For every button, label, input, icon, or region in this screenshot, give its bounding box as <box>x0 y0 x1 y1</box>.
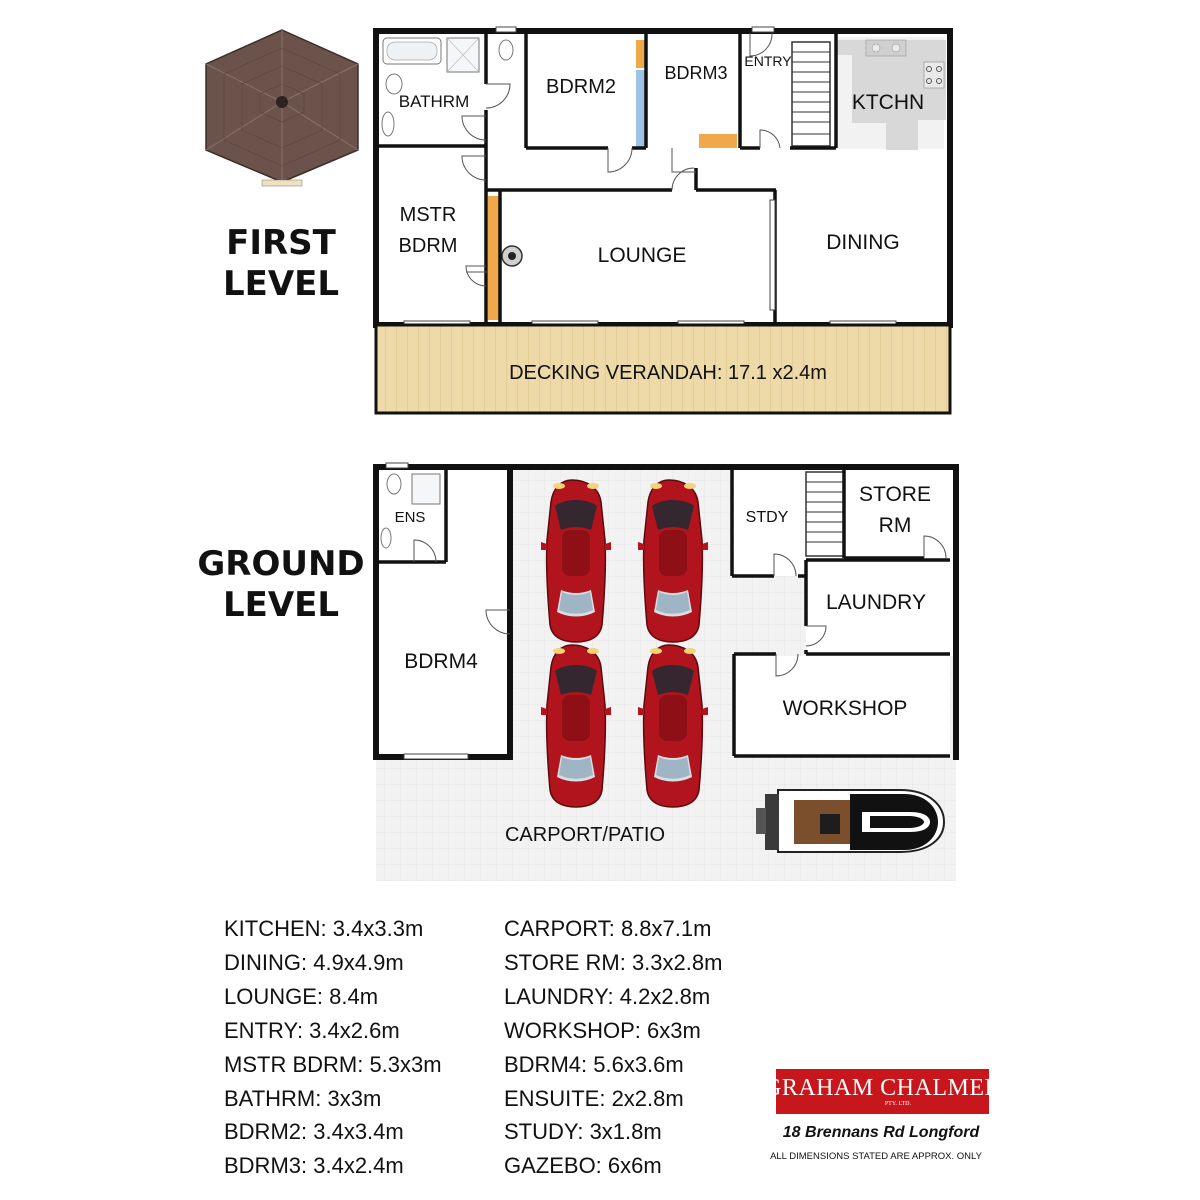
room-label-bdrm2: BDRM2 <box>545 76 617 98</box>
room-label-mstr-line1: MSTR <box>399 204 457 226</box>
room-label-mstr-line2: BDRM <box>398 235 458 257</box>
dimension-item: DINING: 4.9x4.9m <box>224 949 404 975</box>
room-label-kitchen: KTCHN <box>851 91 925 114</box>
dimension-item: STORE RM: 3.3x2.8m <box>504 949 723 975</box>
dimensions-list-left <box>224 912 442 1183</box>
car-bottom-right <box>638 645 708 807</box>
room-label-store-line1: STORE <box>859 483 931 506</box>
room-label-workshop: WORKSHOP <box>782 697 908 720</box>
boat <box>756 790 944 852</box>
ground-level-plan <box>376 463 956 881</box>
room-label-laundry: LAUNDRY <box>826 591 926 614</box>
room-label-stdy: STDY <box>745 509 789 526</box>
car-bottom-left <box>541 645 611 807</box>
room-label-ens: ENS <box>394 509 426 526</box>
dimension-item: KITCHEN: 3.4x3.3m <box>224 916 424 941</box>
room-label-verandah: DECKING VERANDAH: 17.1 x2.4m <box>509 362 827 384</box>
dimension-item: BDRM4: 5.6x3.6m <box>504 1051 684 1077</box>
dimension-item: LAUNDRY: 4.2x2.8m <box>504 983 711 1009</box>
car-top-right <box>638 480 708 642</box>
dimension-item: BDRM3: 3.4x2.4m <box>224 1153 404 1179</box>
ground-level-label-line2: LEVEL <box>222 585 340 625</box>
wardrobe <box>488 196 500 320</box>
room-label-dining: DINING <box>826 231 900 254</box>
room-label-entry: ENTRY <box>744 53 792 69</box>
dimension-item: GAZEBO: 6x6m <box>504 1153 662 1179</box>
dimension-item: LOUNGE: 8.4m <box>224 983 379 1009</box>
agency-suffix: PTY. LTD. <box>884 1101 911 1107</box>
stairs <box>792 42 830 146</box>
first-level-label-line1: FIRST <box>226 223 336 263</box>
dimension-item: ENSUITE: 2x2.8m <box>504 1085 684 1111</box>
dimensions-list-right <box>504 912 722 1183</box>
dimension-item: WORKSHOP: 6x3m <box>504 1017 701 1043</box>
agency-logo <box>764 1069 1002 1114</box>
room-label-bathrm: BATHRM <box>398 92 470 111</box>
first-level-label-line2: LEVEL <box>222 264 340 304</box>
ground-level-label-line1: GROUND <box>197 544 365 584</box>
closet <box>699 134 737 148</box>
dimension-item: CARPORT: 8.8x7.1m <box>504 916 712 941</box>
room-label-bdrm4: BDRM4 <box>404 650 478 673</box>
car-top-left <box>541 480 611 642</box>
gazebo <box>206 30 358 186</box>
room-label-lounge: LOUNGE <box>597 244 687 267</box>
room-label-bdrm3: BDRM3 <box>664 63 728 83</box>
property-address: 18 Brennans Rd Longford <box>782 1124 980 1141</box>
dimension-item: MSTR BDRM: 5.3x3m <box>224 1051 442 1077</box>
room-label-carport: CARPORT/PATIO <box>504 824 666 846</box>
dimension-item: BDRM2: 3.4x3.4m <box>224 1119 404 1145</box>
dimensions-disclaimer: ALL DIMENSIONS STATED ARE APPROX. ONLY <box>770 1151 982 1162</box>
dimension-item: BATHRM: 3x3m <box>224 1085 382 1111</box>
agency-name: GRAHAM CHALMER <box>764 1075 1002 1101</box>
dimension-item: ENTRY: 3.4x2.6m <box>224 1017 400 1043</box>
room-label-store-line2: RM <box>878 514 912 537</box>
dimension-item: STUDY: 3x1.8m <box>504 1119 662 1145</box>
first-level-plan <box>376 27 950 413</box>
